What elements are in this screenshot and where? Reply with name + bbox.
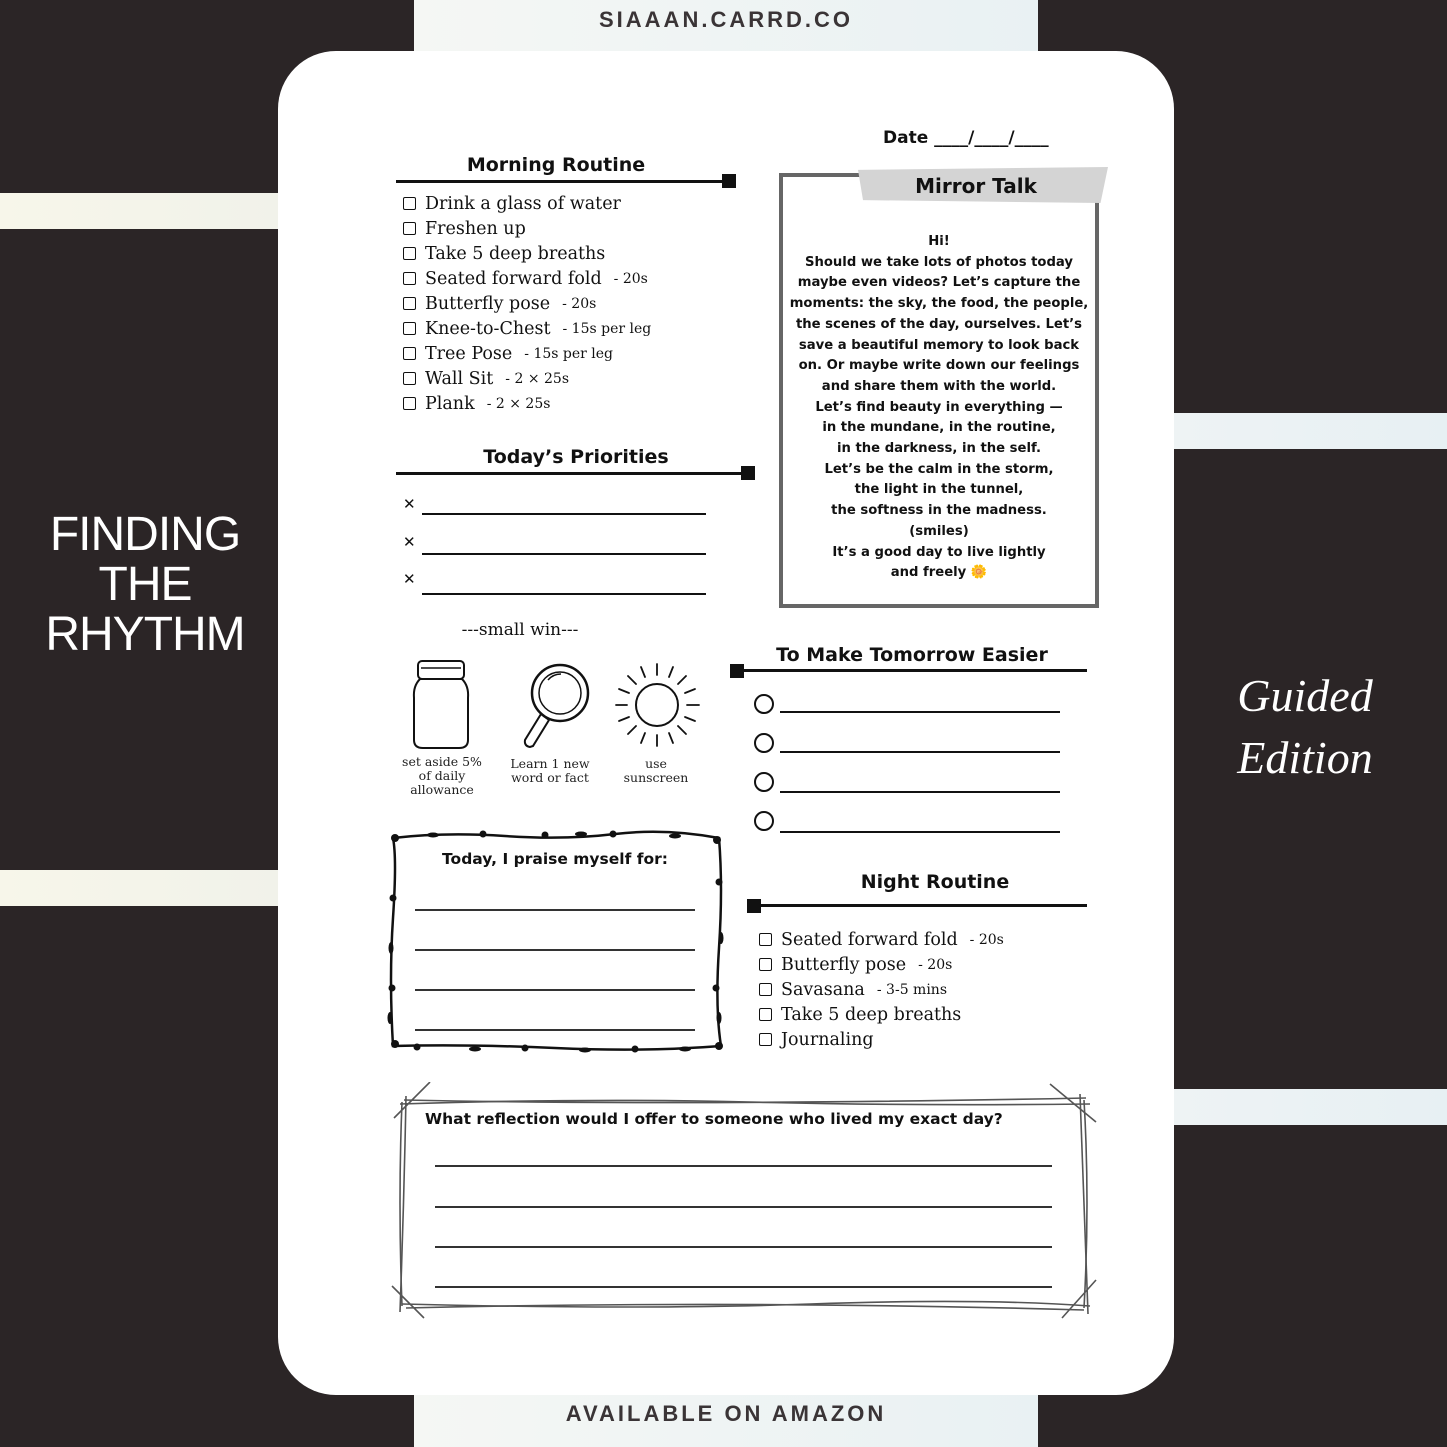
section-rule: [735, 669, 1087, 672]
checkbox[interactable]: [759, 933, 772, 946]
mirror-line: the light in the tunnel,: [854, 482, 1024, 498]
night-checklist: [759, 927, 1004, 1052]
priority-line[interactable]: [422, 513, 706, 515]
mirror-line: It’s a good day to live lightly: [832, 544, 1046, 560]
item-note: - 20s: [918, 956, 953, 973]
priority-bullet-icon: ✕: [403, 570, 416, 588]
priority-line[interactable]: [422, 553, 706, 555]
small-win-caption: [606, 757, 706, 785]
item-note: - 20s: [613, 270, 648, 287]
rule-marker: [747, 899, 761, 913]
title-line: RHYTHM: [45, 608, 245, 661]
checklist-item[interactable]: [403, 266, 651, 291]
sun-icon: [613, 660, 703, 750]
praise-line[interactable]: [415, 1029, 695, 1031]
mirror-line: the softness in the madness.: [831, 503, 1047, 519]
mirror-line: save a beautiful memory to look back: [798, 337, 1080, 353]
checklist-item[interactable]: [403, 316, 651, 341]
checklist-item[interactable]: [403, 341, 651, 366]
decor-stripe: [1170, 1089, 1447, 1125]
mirror-talk-title: Mirror Talk: [915, 174, 1037, 198]
praise-title: Today, I praise myself for:: [442, 850, 668, 868]
mirror-line: Should we take lots of photos today: [804, 254, 1074, 270]
checkbox[interactable]: [403, 297, 416, 310]
decor-stripe: [0, 193, 278, 229]
item-note: - 15s per leg: [562, 320, 652, 337]
top-banner: [414, 0, 1038, 58]
item-label: Tree Pose: [425, 343, 513, 364]
checkbox[interactable]: [759, 1008, 772, 1021]
mirror-line: in the mundane, in the routine,: [822, 420, 1056, 436]
praise-line[interactable]: [415, 949, 695, 951]
reflection-line[interactable]: [435, 1246, 1052, 1248]
mirror-line: Hi!: [928, 234, 950, 249]
checklist-item[interactable]: [759, 952, 1004, 977]
caption-line: sunscreen: [623, 770, 689, 785]
checkbox[interactable]: [403, 247, 416, 260]
morning-checklist: [403, 191, 651, 416]
mirror-line: moments: the sky, the food, the people,: [789, 296, 1089, 312]
edition-line: Edition: [1237, 732, 1373, 783]
item-label: Drink a glass of water: [425, 193, 621, 214]
item-label: Knee-to-Chest: [425, 318, 551, 339]
item-label: Take 5 deep breaths: [425, 243, 606, 264]
checklist-item[interactable]: [403, 191, 651, 216]
checkbox[interactable]: [759, 1033, 772, 1046]
morning-routine-title: Morning Routine: [466, 154, 646, 176]
checklist-item[interactable]: [403, 216, 651, 241]
item-note: - 20s: [969, 931, 1004, 948]
tomorrow-title: To Make Tomorrow Easier: [776, 644, 1048, 666]
item-note: - 2 × 25s: [486, 395, 551, 412]
checklist-item[interactable]: [403, 241, 651, 266]
item-label: Take 5 deep breaths: [781, 1004, 962, 1025]
checkbox[interactable]: [403, 272, 416, 285]
priority-line[interactable]: [422, 593, 706, 595]
checklist-item[interactable]: [403, 291, 651, 316]
task-line[interactable]: [780, 791, 1060, 793]
magnifier-icon: [515, 660, 595, 752]
checkbox[interactable]: [759, 983, 772, 996]
checklist-item[interactable]: [759, 1027, 1004, 1052]
item-label: Savasana: [781, 979, 865, 1000]
task-circle[interactable]: [754, 811, 774, 831]
checkbox[interactable]: [403, 222, 416, 235]
checkbox[interactable]: [759, 958, 772, 971]
mirror-talk-text: [783, 232, 1095, 584]
reflection-line[interactable]: [435, 1286, 1052, 1288]
priority-bullet-icon: ✕: [403, 533, 416, 551]
caption-line: Learn 1 new: [510, 756, 590, 771]
reflection-line[interactable]: [435, 1206, 1052, 1208]
mirror-line: and share them with the world.: [821, 378, 1057, 394]
jar-icon: [405, 658, 477, 754]
checkbox[interactable]: [403, 322, 416, 335]
caption-line: word or fact: [511, 770, 589, 785]
checklist-item[interactable]: [759, 1002, 1004, 1027]
mirror-line: in the darkness, in the self.: [836, 441, 1042, 457]
task-line[interactable]: [780, 831, 1060, 833]
mirror-line: and freely 🌼: [890, 565, 988, 581]
availability-text: AVAILABLE ON AMAZON: [565, 1401, 887, 1426]
caption-line: of daily: [418, 768, 466, 783]
item-label: Wall Sit: [425, 368, 494, 389]
decor-stripe: [0, 870, 278, 906]
section-rule: [752, 904, 1087, 907]
small-win-title: ---small win---: [461, 620, 579, 640]
checkbox[interactable]: [403, 397, 416, 410]
book-title: [0, 510, 290, 660]
rule-marker: [741, 466, 755, 480]
priority-bullet-icon: ✕: [403, 495, 416, 513]
site-url: SIAAAN.CARRD.CO: [599, 7, 853, 32]
mirror-line: on. Or maybe write down our feelings: [798, 358, 1080, 374]
task-line[interactable]: [780, 751, 1060, 753]
item-label: Journaling: [781, 1029, 874, 1050]
mirror-line: maybe even videos? Let’s capture the: [797, 275, 1081, 291]
item-label: Freshen up: [425, 218, 526, 239]
task-line[interactable]: [780, 711, 1060, 713]
checklist-item[interactable]: [759, 927, 1004, 952]
checkbox[interactable]: [403, 372, 416, 385]
date-field: Date ____/____/____: [883, 128, 1049, 148]
item-note: - 15s per leg: [524, 345, 614, 362]
edition-line: Guided: [1237, 670, 1373, 721]
rule-marker: [730, 664, 744, 678]
small-win-caption: [500, 757, 600, 785]
caption-line: allowance: [410, 782, 474, 797]
item-label: Seated forward fold: [781, 929, 958, 950]
bottom-banner: [414, 1390, 1038, 1447]
reflection-line[interactable]: [435, 1165, 1052, 1167]
reflection-prompt: What reflection would I offer to someone who lived my exact day?: [425, 1110, 1003, 1128]
task-circle[interactable]: [754, 772, 774, 792]
checkbox[interactable]: [403, 347, 416, 360]
mirror-talk-box: [779, 173, 1099, 608]
caption-line: set aside 5%: [402, 754, 482, 769]
edition-label: [1200, 665, 1410, 789]
item-note: - 3-5 mins: [876, 981, 948, 998]
task-circle[interactable]: [754, 733, 774, 753]
section-rule: [396, 472, 746, 475]
rule-marker: [722, 174, 736, 188]
checklist-item[interactable]: [759, 977, 1004, 1002]
praise-line[interactable]: [415, 989, 695, 991]
item-note: - 2 × 25s: [505, 370, 569, 387]
checkbox[interactable]: [403, 197, 416, 210]
caption-line: use: [645, 756, 667, 771]
title-line: FINDING: [49, 508, 241, 561]
priorities-title: Today’s Priorities: [483, 446, 669, 468]
item-label: Seated forward fold: [425, 268, 602, 289]
mirror-line: Let’s find beauty in everything —: [815, 399, 1063, 415]
night-routine-title: Night Routine: [860, 871, 1010, 893]
mirror-line: Let’s be the calm in the storm,: [824, 461, 1054, 477]
decor-stripe: [1170, 413, 1447, 449]
praise-line[interactable]: [415, 909, 695, 911]
item-label: Butterfly pose: [425, 293, 551, 314]
item-label: Butterfly pose: [781, 954, 907, 975]
mirror-line: (smiles): [909, 523, 969, 539]
mirror-line: the scenes of the day, ourselves. Let’s: [795, 316, 1083, 332]
section-rule: [396, 180, 726, 183]
item-label: Plank: [425, 393, 475, 414]
title-line: THE: [98, 558, 192, 611]
item-note: - 20s: [562, 295, 597, 312]
task-circle[interactable]: [754, 694, 774, 714]
small-win-caption: [392, 755, 492, 797]
checklist-item[interactable]: [403, 391, 651, 416]
checklist-item[interactable]: [403, 366, 651, 391]
